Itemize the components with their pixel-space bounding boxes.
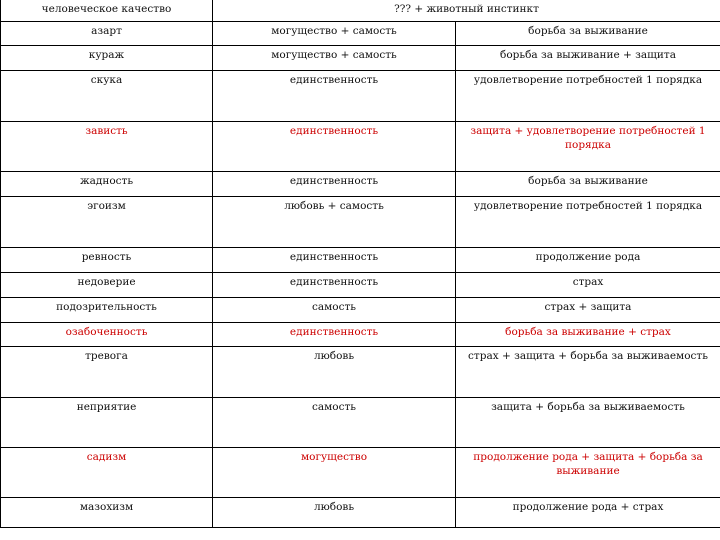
essence-cell: могущество (213, 448, 456, 498)
essence-cell: самость (213, 298, 456, 323)
instinct-cell: удовлетворение потребностей 1 порядка (456, 197, 720, 248)
table-row (1, 398, 720, 448)
essence-cell: могущество + самость (213, 46, 456, 71)
instinct-cell: борьба за выживание (456, 172, 720, 197)
table-row (1, 46, 720, 71)
table-row-highlighted (1, 122, 720, 172)
quality-cell: скука (1, 71, 213, 122)
header-animal-instinct: ??? + животный инстинкт (213, 0, 720, 22)
table-row (1, 22, 720, 46)
quality-cell: тревога (1, 347, 213, 398)
instinct-cell: борьба за выживание (456, 22, 720, 46)
instinct-cell: продолжение рода (456, 248, 720, 273)
essence-cell: единственность (213, 248, 456, 273)
quality-cell: неприятие (1, 398, 213, 448)
quality-cell: мазохизм (1, 498, 213, 528)
instinct-cell: страх + защита + борьба за выживаемость (456, 347, 720, 398)
instinct-cell: страх (456, 273, 720, 298)
essence-cell: единственность (213, 122, 456, 172)
table-row (1, 347, 720, 398)
table-row (1, 248, 720, 273)
essence-cell: единственность (213, 323, 456, 347)
table-row (1, 172, 720, 197)
quality-cell: жадность (1, 172, 213, 197)
essence-cell: самость (213, 398, 456, 448)
essence-cell: могущество + самость (213, 22, 456, 46)
table-row-highlighted (1, 448, 720, 498)
essence-cell: единственность (213, 172, 456, 197)
quality-cell: кураж (1, 46, 213, 71)
quality-cell: ревность (1, 248, 213, 273)
instinct-cell: продолжение рода + страх (456, 498, 720, 528)
instinct-cell: защита + удовлетворение потребностей 1 порядка (456, 122, 720, 172)
table-row (1, 273, 720, 298)
quality-cell: недоверие (1, 273, 213, 298)
essence-cell: единственность (213, 273, 456, 298)
essence-cell: любовь (213, 347, 456, 398)
table-row-highlighted (1, 323, 720, 347)
instinct-cell: борьба за выживание + страх (456, 323, 720, 347)
quality-cell: эгоизм (1, 197, 213, 248)
header-human-quality: человеческое качество (1, 0, 213, 22)
quality-cell: подозрительность (1, 298, 213, 323)
instinct-cell: продолжение рода + защита + борьба за выживание (456, 448, 720, 498)
table-row (1, 197, 720, 248)
table-row (1, 71, 720, 122)
instinct-cell: удовлетворение потребностей 1 порядка (456, 71, 720, 122)
essence-cell: любовь (213, 498, 456, 528)
instinct-cell: защита + борьба за выживаемость (456, 398, 720, 448)
quality-cell: азарт (1, 22, 213, 46)
table-row (1, 498, 720, 528)
instinct-cell: страх + защита (456, 298, 720, 323)
essence-cell: любовь + самость (213, 197, 456, 248)
quality-cell: зависть (1, 122, 213, 172)
quality-cell: садизм (1, 448, 213, 498)
quality-cell: озабоченность (1, 323, 213, 347)
essence-cell: единственность (213, 71, 456, 122)
table-row (1, 298, 720, 323)
instinct-cell: борьба за выживание + защита (456, 46, 720, 71)
table-header-row (1, 0, 720, 22)
